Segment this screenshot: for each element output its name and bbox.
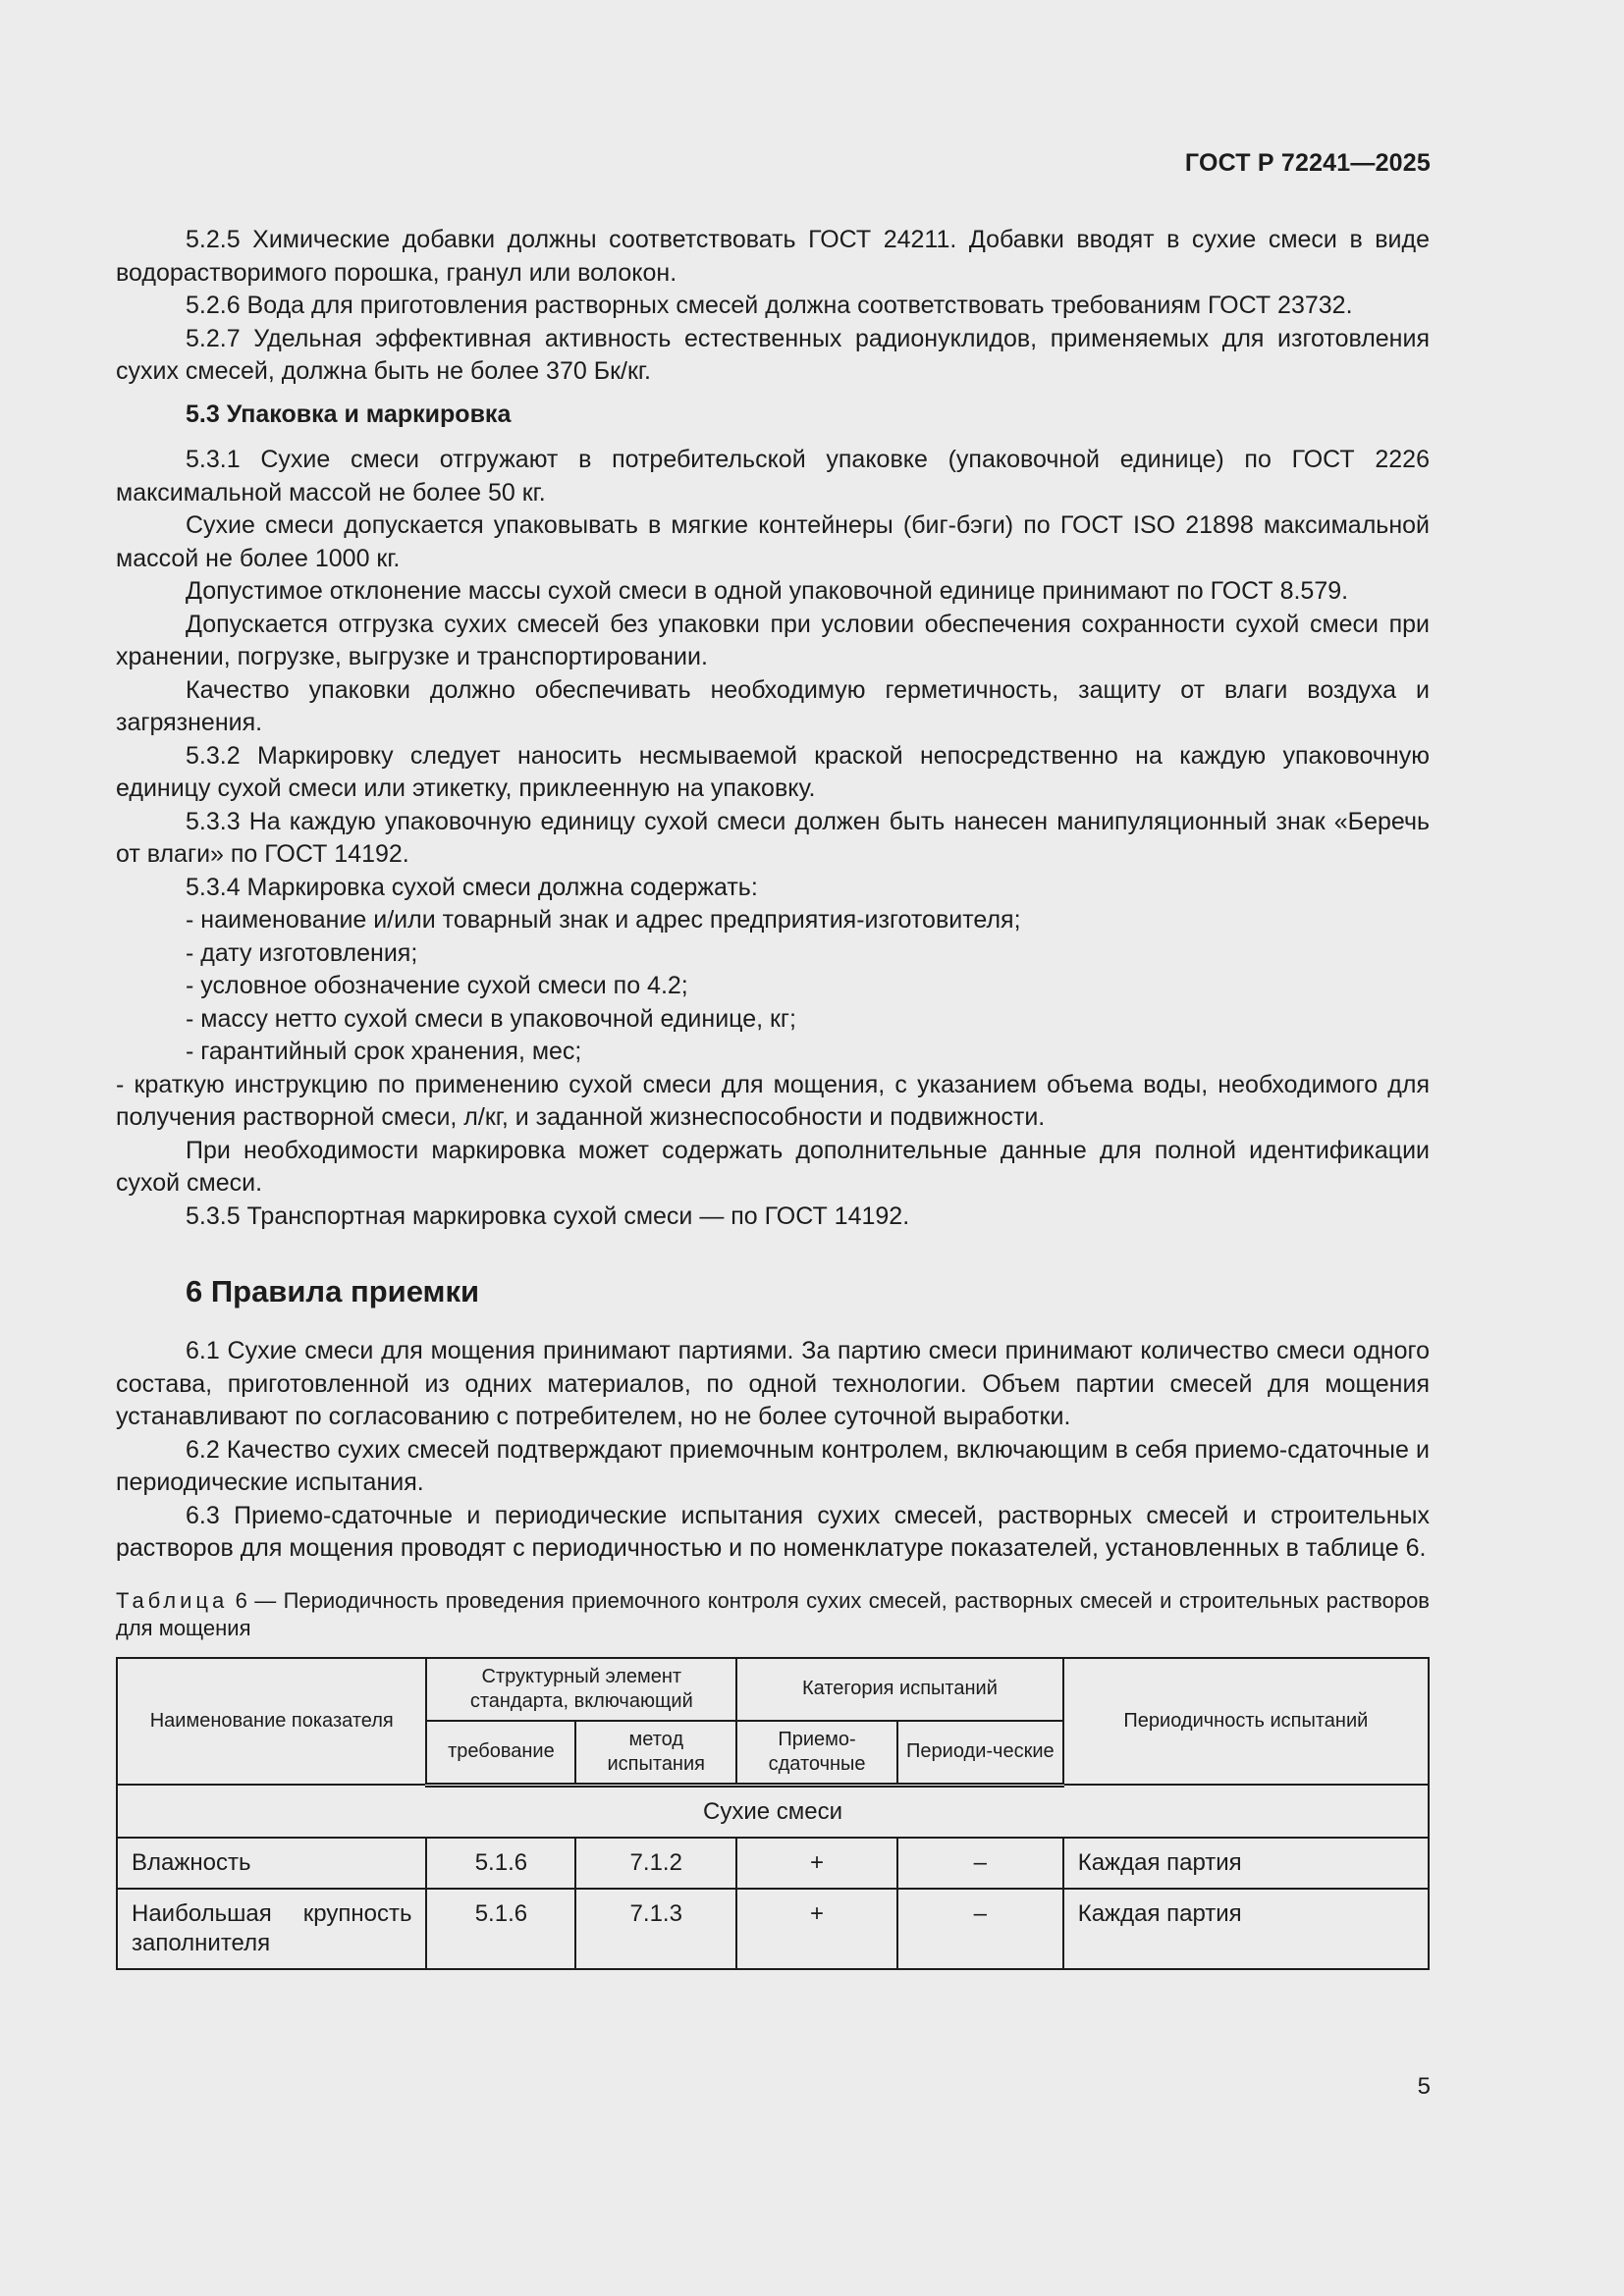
paragraph-5-3-3: 5.3.3 На каждую упаковочную единицу сухой смеси должен быть нанесен манипуляционный знак «Беречь от влаги» по ГОСТ 14192. xyxy=(116,807,1430,868)
section-title: 6 Правила приемки xyxy=(186,1274,480,1308)
cell-method: 7.1.3 xyxy=(575,1889,736,1969)
page-number: 5 xyxy=(1417,2073,1431,2100)
page-body xyxy=(116,224,1430,1970)
page-header: ГОСТ Р 72241—2025 xyxy=(1184,149,1431,177)
paragraph-5-3-2: 5.3.2 Маркировку следует наносить несмываемой краской непосредственно на каждую упаковочную единицу сухой смеси или этикетку, приклеенную на упаковку. xyxy=(116,741,1430,802)
table-caption-text: 6 — Периодичность проведения приемочного контроля сухих смесей, растворных смесей и строительных растворов для мощения xyxy=(116,1587,1430,1640)
list-item: - дату изготовления; xyxy=(186,938,418,967)
list-item: - наименование и/или товарный знак и адрес предприятия-изготовителя; xyxy=(186,906,1021,934)
paragraph-5-2-6: 5.2.6 Вода для приготовления растворных смесей должна соответствовать требованиям ГОСТ 23732. xyxy=(186,292,1353,319)
cell-requirement: 5.1.6 xyxy=(426,1889,575,1969)
cell-name: Наибольшая крупность заполнителя xyxy=(117,1889,426,1969)
paragraph-5-3-5: 5.3.5 Транспортная маркировка сухой смеси — по ГОСТ 14192. xyxy=(186,1201,910,1230)
header-requirement: требование xyxy=(426,1721,575,1786)
cell-periodic: – xyxy=(897,1889,1063,1969)
cell-acceptance: + xyxy=(736,1889,897,1969)
cell-periodic: – xyxy=(897,1838,1063,1889)
paragraph-5-2-7: 5.2.7 Удельная эффективная активность естественных радионуклидов, применяемых для изготовления сухих смесей, должна быть не более 370 Бк/кг. xyxy=(116,324,1430,385)
cell-method: 7.1.2 xyxy=(575,1838,736,1889)
paragraph-5-3-4: 5.3.4 Маркировка сухой смеси должна содержать: xyxy=(186,873,758,901)
subsection-title: 5.3 Упаковка и маркировка xyxy=(186,400,512,428)
cell-requirement: 5.1.6 xyxy=(426,1838,575,1889)
header-periodic: Периоди-ческие xyxy=(897,1721,1063,1786)
paragraph-6-3: 6.3 Приемо-сдаточные и периодические испытания сухих смесей, растворных смесей и строительных растворов для мощения проводят с периодичностью и по номенклатуре показателей, установленных в таблице 6. xyxy=(116,1501,1430,1562)
list-item: - массу нетто сухой смеси в упаковочной единице, кг; xyxy=(186,1004,796,1033)
list-item: - краткую инструкцию по применению сухой смеси для мощения, с указанием объема воды, необходимого для получения растворной смеси, л/кг, и заданной жизнеспособности и подвижности. xyxy=(116,1070,1430,1131)
table-caption-label: Таблица xyxy=(116,1587,229,1613)
header-test-method: метод испытания xyxy=(575,1721,736,1786)
paragraph-big-bags: Сухие смеси допускается упаковывать в мягкие контейнеры (биг-бэги) по ГОСТ ISO 21898 максимальной массой не более 1000 кг. xyxy=(116,511,1430,572)
paragraph-6-1: 6.1 Сухие смеси для мощения принимают партиями. За партию смеси принимают количество смеси одного состава, приготовленной из одних материалов, по одной технологии. Объем партии смесей для мощения устанавливают по согласованию с потребителем, но не более суточной выработки. xyxy=(116,1337,1430,1430)
paragraph-no-packaging: Допускается отгрузка сухих смесей без упаковки при условии обеспечения сохранности сухой смеси при хранении, погрузке, выгрузке и транспортировании. xyxy=(116,610,1430,670)
header-structural-element: Структурный элемент стандарта, включающий xyxy=(426,1658,736,1721)
paragraph-5-3-1: 5.3.1 Сухие смеси отгружают в потребительской упаковке (упаковочной единице) по ГОСТ 2226 максимальной массой не более 50 кг. xyxy=(116,446,1430,507)
cell-acceptance: + xyxy=(736,1838,897,1889)
cell-frequency: Каждая партия xyxy=(1063,1889,1429,1969)
paragraph-6-2: 6.2 Качество сухих смесей подтверждают приемочным контролем, включающим в себя приемо-сдаточные и периодические испытания. xyxy=(116,1435,1430,1496)
cell-frequency: Каждая партия xyxy=(1063,1838,1429,1889)
list-item: - гарантийный срок хранения, мес; xyxy=(186,1038,582,1065)
list-item: - условное обозначение сухой смеси по 4.2; xyxy=(186,972,688,999)
paragraph-mass-deviation: Допустимое отклонение массы сухой смеси в одной упаковочной единице принимают по ГОСТ 8.579. xyxy=(186,577,1349,605)
table-group-title: Сухие смеси xyxy=(117,1785,1429,1838)
acceptance-table xyxy=(116,1657,1430,1970)
cell-name: Влажность xyxy=(117,1838,426,1889)
paragraph-packaging-quality: Качество упаковки должно обеспечивать необходимую герметичность, защиту от влаги воздуха и загрязнения. xyxy=(116,675,1430,736)
table-row xyxy=(117,1889,1429,1969)
header-test-category: Категория испытаний xyxy=(736,1658,1063,1721)
paragraph-additional-data: При необходимости маркировка может содержать дополнительные данные для полной идентификации сухой смеси. xyxy=(116,1136,1430,1197)
header-indicator-name: Наименование показателя xyxy=(117,1658,426,1786)
header-test-periodicity: Периодичность испытаний xyxy=(1063,1658,1429,1786)
paragraph-5-2-5: 5.2.5 Химические добавки должны соответствовать ГОСТ 24211. Добавки вводят в сухие смеси в виде водорастворимого порошка, гранул или волокон. xyxy=(116,226,1430,287)
header-acceptance: Приемо-сдаточные xyxy=(736,1721,897,1786)
table-caption xyxy=(116,1587,1430,1642)
table-row xyxy=(117,1838,1429,1889)
